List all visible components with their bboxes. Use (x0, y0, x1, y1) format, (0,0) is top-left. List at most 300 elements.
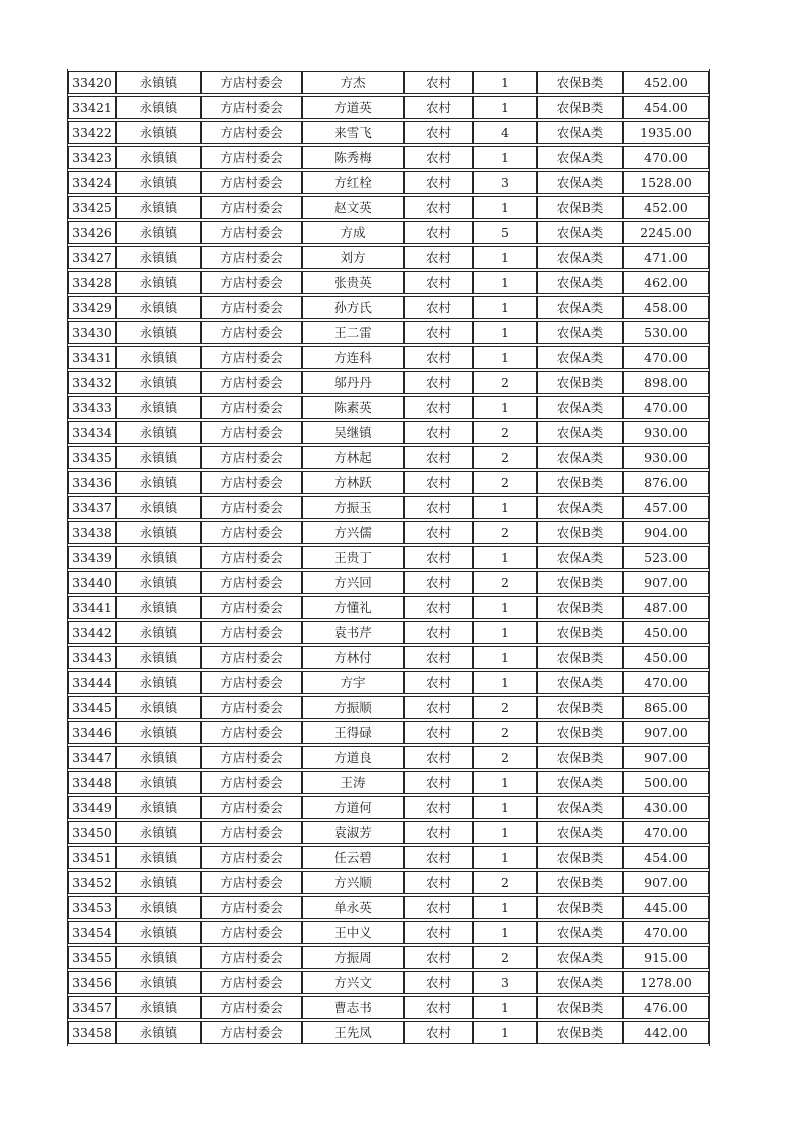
table-cell-residence: 农村 (404, 221, 473, 244)
table-cell-amount: 876.00 (623, 471, 709, 494)
table-cell-id: 33457 (68, 996, 116, 1019)
table-row (68, 321, 709, 344)
table-cell-name: 方振玉 (302, 496, 404, 519)
table-cell-town: 永镇镇 (116, 171, 201, 194)
table-cell-name: 王得碌 (302, 721, 404, 744)
table-cell-village: 方店村委会 (201, 621, 302, 644)
table-cell-village: 方店村委会 (201, 996, 302, 1019)
table-cell-id: 33426 (68, 221, 116, 244)
table-cell-amount: 470.00 (623, 921, 709, 944)
table-cell-residence: 农村 (404, 396, 473, 419)
table-cell-town: 永镇镇 (116, 96, 201, 119)
table-cell-category: 农保A类 (537, 971, 623, 994)
table-cell-id: 33447 (68, 746, 116, 769)
table-cell-id: 33431 (68, 346, 116, 369)
table-cell-category: 农保A类 (537, 121, 623, 144)
table-cell-id: 33454 (68, 921, 116, 944)
table-cell-town: 永镇镇 (116, 121, 201, 144)
table-cell-id: 33451 (68, 846, 116, 869)
table-cell-amount: 476.00 (623, 996, 709, 1019)
table-cell-category: 农保A类 (537, 296, 623, 319)
table-cell-count: 1 (473, 321, 537, 344)
table-cell-name: 方成 (302, 221, 404, 244)
table-cell-town: 永镇镇 (116, 696, 201, 719)
table-cell-amount: 907.00 (623, 571, 709, 594)
table-row (68, 946, 709, 969)
table-cell-count: 1 (473, 346, 537, 369)
table-cell-village: 方店村委会 (201, 546, 302, 569)
table-cell-id: 33450 (68, 821, 116, 844)
table-cell-town: 永镇镇 (116, 646, 201, 669)
table-row (68, 746, 709, 769)
table-cell-residence: 农村 (404, 621, 473, 644)
table-cell-id: 33428 (68, 271, 116, 294)
table-cell-name: 刘方 (302, 246, 404, 269)
table-cell-town: 永镇镇 (116, 421, 201, 444)
table-cell-count: 1 (473, 396, 537, 419)
table-cell-category: 农保B类 (537, 371, 623, 394)
table-cell-amount: 462.00 (623, 271, 709, 294)
table-cell-count: 2 (473, 521, 537, 544)
table-cell-id: 33455 (68, 946, 116, 969)
table-cell-town: 永镇镇 (116, 396, 201, 419)
table-cell-id: 33441 (68, 596, 116, 619)
table-cell-category: 农保A类 (537, 496, 623, 519)
table-cell-count: 1 (473, 671, 537, 694)
table-cell-amount: 470.00 (623, 396, 709, 419)
table-row (68, 171, 709, 194)
table-cell-residence: 农村 (404, 246, 473, 269)
table-row (68, 146, 709, 169)
table-cell-residence: 农村 (404, 721, 473, 744)
table-row (68, 246, 709, 269)
table-cell-id: 33434 (68, 421, 116, 444)
table-cell-town: 永镇镇 (116, 671, 201, 694)
table-cell-amount: 930.00 (623, 446, 709, 469)
table-cell-id: 33425 (68, 196, 116, 219)
table-cell-name: 王先凤 (302, 1021, 404, 1044)
table-cell-village: 方店村委会 (201, 796, 302, 819)
table-cell-village: 方店村委会 (201, 446, 302, 469)
table-cell-category: 农保A类 (537, 421, 623, 444)
table-row (68, 221, 709, 244)
table-cell-village: 方店村委会 (201, 346, 302, 369)
table-cell-amount: 930.00 (623, 421, 709, 444)
table-cell-count: 1 (473, 771, 537, 794)
table-cell-id: 33422 (68, 121, 116, 144)
table-cell-town: 永镇镇 (116, 996, 201, 1019)
table-row (68, 396, 709, 419)
table-cell-category: 农保B类 (537, 71, 623, 94)
table-cell-id: 33420 (68, 71, 116, 94)
table-cell-name: 吴继镇 (302, 421, 404, 444)
table-cell-amount: 450.00 (623, 621, 709, 644)
table-cell-id: 33444 (68, 671, 116, 694)
table-cell-town: 永镇镇 (116, 746, 201, 769)
table-cell-town: 永镇镇 (116, 471, 201, 494)
table-cell-residence: 农村 (404, 171, 473, 194)
table-cell-residence: 农村 (404, 696, 473, 719)
table-cell-category: 农保B类 (537, 721, 623, 744)
table-cell-town: 永镇镇 (116, 896, 201, 919)
table-cell-name: 方兴儒 (302, 521, 404, 544)
table-cell-count: 1 (473, 271, 537, 294)
table-cell-village: 方店村委会 (201, 571, 302, 594)
table-cell-count: 1 (473, 196, 537, 219)
table-cell-count: 1 (473, 646, 537, 669)
table-cell-id: 33453 (68, 896, 116, 919)
table-cell-village: 方店村委会 (201, 871, 302, 894)
table-cell-count: 3 (473, 971, 537, 994)
table-cell-town: 永镇镇 (116, 871, 201, 894)
table-cell-residence: 农村 (404, 871, 473, 894)
table-cell-name: 陈素英 (302, 396, 404, 419)
table-cell-town: 永镇镇 (116, 221, 201, 244)
table-cell-amount: 898.00 (623, 371, 709, 394)
table-cell-amount: 450.00 (623, 646, 709, 669)
table-cell-residence: 农村 (404, 796, 473, 819)
table-cell-id: 33427 (68, 246, 116, 269)
table-row (68, 771, 709, 794)
table-row (68, 671, 709, 694)
table-cell-amount: 470.00 (623, 146, 709, 169)
table-cell-amount: 470.00 (623, 671, 709, 694)
table-cell-town: 永镇镇 (116, 246, 201, 269)
table-cell-town: 永镇镇 (116, 571, 201, 594)
table-cell-town: 永镇镇 (116, 446, 201, 469)
table-row (68, 871, 709, 894)
table-cell-category: 农保B类 (537, 1021, 623, 1044)
table-cell-category: 农保B类 (537, 846, 623, 869)
table-row (68, 846, 709, 869)
table-cell-category: 农保A类 (537, 921, 623, 944)
table-cell-name: 王贵丁 (302, 546, 404, 569)
table-cell-id: 33437 (68, 496, 116, 519)
table-cell-village: 方店村委会 (201, 71, 302, 94)
table-cell-residence: 农村 (404, 671, 473, 694)
table-cell-category: 农保A类 (537, 271, 623, 294)
table-cell-id: 33432 (68, 371, 116, 394)
table-cell-residence: 农村 (404, 746, 473, 769)
table-cell-name: 任云碧 (302, 846, 404, 869)
table-cell-amount: 1935.00 (623, 121, 709, 144)
table-cell-amount: 458.00 (623, 296, 709, 319)
table-cell-count: 1 (473, 146, 537, 169)
table-row (68, 921, 709, 944)
table-cell-category: 农保B类 (537, 871, 623, 894)
table-cell-residence: 农村 (404, 771, 473, 794)
table-cell-category: 农保A类 (537, 821, 623, 844)
table-cell-count: 1 (473, 496, 537, 519)
table-cell-town: 永镇镇 (116, 546, 201, 569)
table-cell-id: 33448 (68, 771, 116, 794)
table-row (68, 996, 709, 1019)
table-cell-count: 2 (473, 871, 537, 894)
table-cell-village: 方店村委会 (201, 921, 302, 944)
table-cell-name: 方杰 (302, 71, 404, 94)
table-cell-name: 方振顺 (302, 696, 404, 719)
table-cell-name: 王涛 (302, 771, 404, 794)
table-cell-id: 33446 (68, 721, 116, 744)
table-cell-name: 方兴文 (302, 971, 404, 994)
table-cell-name: 方林跃 (302, 471, 404, 494)
table-cell-amount: 865.00 (623, 696, 709, 719)
table-cell-name: 陈秀梅 (302, 146, 404, 169)
table-row (68, 71, 709, 94)
table-cell-name: 张贵英 (302, 271, 404, 294)
table-cell-count: 5 (473, 221, 537, 244)
table-cell-residence: 农村 (404, 421, 473, 444)
table-cell-town: 永镇镇 (116, 346, 201, 369)
table-cell-residence: 农村 (404, 546, 473, 569)
table-cell-count: 4 (473, 121, 537, 144)
table-cell-residence: 农村 (404, 471, 473, 494)
table-row (68, 421, 709, 444)
table-cell-count: 2 (473, 421, 537, 444)
table-cell-village: 方店村委会 (201, 646, 302, 669)
table-cell-category: 农保B类 (537, 471, 623, 494)
table-cell-category: 农保A类 (537, 171, 623, 194)
table-cell-residence: 农村 (404, 296, 473, 319)
table-cell-amount: 452.00 (623, 196, 709, 219)
table-cell-count: 1 (473, 996, 537, 1019)
pension-table (67, 69, 710, 1046)
table-cell-village: 方店村委会 (201, 171, 302, 194)
table-cell-residence: 农村 (404, 96, 473, 119)
table-cell-amount: 470.00 (623, 346, 709, 369)
table-cell-amount: 454.00 (623, 846, 709, 869)
table-cell-count: 1 (473, 546, 537, 569)
table-row (68, 521, 709, 544)
table-cell-name: 方懂礼 (302, 596, 404, 619)
table-cell-village: 方店村委会 (201, 946, 302, 969)
table-cell-category: 农保B类 (537, 196, 623, 219)
table-cell-town: 永镇镇 (116, 971, 201, 994)
table-cell-amount: 430.00 (623, 796, 709, 819)
table-cell-category: 农保B类 (537, 696, 623, 719)
table-cell-count: 1 (473, 246, 537, 269)
table-cell-village: 方店村委会 (201, 1021, 302, 1044)
table-cell-name: 孙方氏 (302, 296, 404, 319)
table-cell-residence: 农村 (404, 896, 473, 919)
table-cell-village: 方店村委会 (201, 671, 302, 694)
table-cell-village: 方店村委会 (201, 96, 302, 119)
table-cell-village: 方店村委会 (201, 396, 302, 419)
table-cell-name: 单永英 (302, 896, 404, 919)
table-cell-id: 33438 (68, 521, 116, 544)
table-cell-village: 方店村委会 (201, 771, 302, 794)
table-row (68, 821, 709, 844)
table-cell-name: 王中义 (302, 921, 404, 944)
table-row (68, 296, 709, 319)
table-cell-category: 农保A类 (537, 946, 623, 969)
table-cell-count: 1 (473, 896, 537, 919)
table-cell-id: 33440 (68, 571, 116, 594)
table-cell-town: 永镇镇 (116, 1021, 201, 1044)
table-cell-village: 方店村委会 (201, 821, 302, 844)
table-row (68, 696, 709, 719)
table-cell-name: 袁淑芳 (302, 821, 404, 844)
table-cell-residence: 农村 (404, 596, 473, 619)
table-row (68, 796, 709, 819)
table-cell-residence: 农村 (404, 446, 473, 469)
table-cell-category: 农保B类 (537, 571, 623, 594)
table-cell-town: 永镇镇 (116, 846, 201, 869)
table-cell-residence: 农村 (404, 196, 473, 219)
table-cell-name: 来雪飞 (302, 121, 404, 144)
table-row (68, 446, 709, 469)
table-cell-town: 永镇镇 (116, 271, 201, 294)
table-cell-count: 1 (473, 821, 537, 844)
table-cell-category: 农保B类 (537, 996, 623, 1019)
table-cell-count: 2 (473, 446, 537, 469)
table-cell-village: 方店村委会 (201, 746, 302, 769)
table-row (68, 96, 709, 119)
table-cell-name: 曹志书 (302, 996, 404, 1019)
table-row (68, 971, 709, 994)
table-cell-amount: 2245.00 (623, 221, 709, 244)
table-cell-count: 2 (473, 696, 537, 719)
table-body (68, 71, 709, 1044)
table-cell-residence: 农村 (404, 946, 473, 969)
table-cell-category: 农保A类 (537, 796, 623, 819)
table-cell-category: 农保B类 (537, 621, 623, 644)
table-cell-residence: 农村 (404, 321, 473, 344)
table-cell-residence: 农村 (404, 121, 473, 144)
table-cell-village: 方店村委会 (201, 596, 302, 619)
table-cell-village: 方店村委会 (201, 271, 302, 294)
table-cell-village: 方店村委会 (201, 196, 302, 219)
table-cell-id: 33442 (68, 621, 116, 644)
table-cell-count: 3 (473, 171, 537, 194)
table-row (68, 1021, 709, 1044)
table-cell-id: 33452 (68, 871, 116, 894)
table-cell-category: 农保A类 (537, 671, 623, 694)
table-cell-name: 邬丹丹 (302, 371, 404, 394)
table-cell-amount: 907.00 (623, 746, 709, 769)
table-cell-count: 1 (473, 96, 537, 119)
table-cell-town: 永镇镇 (116, 296, 201, 319)
table-cell-category: 农保A类 (537, 221, 623, 244)
table-cell-village: 方店村委会 (201, 421, 302, 444)
table-cell-id: 33429 (68, 296, 116, 319)
table-cell-residence: 农村 (404, 921, 473, 944)
table-cell-category: 农保A类 (537, 446, 623, 469)
table-cell-town: 永镇镇 (116, 521, 201, 544)
table-cell-amount: 904.00 (623, 521, 709, 544)
table-cell-town: 永镇镇 (116, 771, 201, 794)
table-cell-village: 方店村委会 (201, 496, 302, 519)
table-cell-residence: 农村 (404, 496, 473, 519)
table-cell-category: 农保B类 (537, 746, 623, 769)
table-cell-amount: 500.00 (623, 771, 709, 794)
table-cell-amount: 1528.00 (623, 171, 709, 194)
table-cell-village: 方店村委会 (201, 221, 302, 244)
table-cell-category: 农保A类 (537, 546, 623, 569)
table-cell-town: 永镇镇 (116, 621, 201, 644)
table-cell-id: 33430 (68, 321, 116, 344)
table-cell-town: 永镇镇 (116, 371, 201, 394)
table-cell-amount: 445.00 (623, 896, 709, 919)
table-cell-town: 永镇镇 (116, 821, 201, 844)
table-cell-name: 袁书芹 (302, 621, 404, 644)
table-cell-residence: 农村 (404, 846, 473, 869)
table-cell-id: 33433 (68, 396, 116, 419)
table-cell-name: 方道英 (302, 96, 404, 119)
table-cell-count: 1 (473, 1021, 537, 1044)
table-cell-category: 农保B类 (537, 521, 623, 544)
table-cell-count: 2 (473, 946, 537, 969)
table-cell-name: 赵文英 (302, 196, 404, 219)
table-cell-village: 方店村委会 (201, 246, 302, 269)
table-cell-count: 1 (473, 296, 537, 319)
table-cell-category: 农保A类 (537, 346, 623, 369)
table-cell-town: 永镇镇 (116, 921, 201, 944)
table-cell-id: 33435 (68, 446, 116, 469)
table-cell-residence: 农村 (404, 1021, 473, 1044)
table-cell-amount: 907.00 (623, 721, 709, 744)
table-cell-name: 方道何 (302, 796, 404, 819)
table-cell-id: 33436 (68, 471, 116, 494)
table-cell-residence: 农村 (404, 971, 473, 994)
table-row (68, 546, 709, 569)
table-cell-village: 方店村委会 (201, 371, 302, 394)
table-cell-count: 2 (473, 371, 537, 394)
table-cell-village: 方店村委会 (201, 846, 302, 869)
table-row (68, 371, 709, 394)
table-cell-name: 方兴回 (302, 571, 404, 594)
table-row (68, 896, 709, 919)
table-cell-id: 33421 (68, 96, 116, 119)
table-cell-village: 方店村委会 (201, 471, 302, 494)
table-cell-category: 农保A类 (537, 246, 623, 269)
table-cell-village: 方店村委会 (201, 896, 302, 919)
table-cell-amount: 523.00 (623, 546, 709, 569)
table-cell-village: 方店村委会 (201, 971, 302, 994)
table-cell-amount: 457.00 (623, 496, 709, 519)
table-cell-name: 王二雷 (302, 321, 404, 344)
table-cell-count: 1 (473, 621, 537, 644)
table-cell-id: 33445 (68, 696, 116, 719)
table-cell-category: 农保A类 (537, 771, 623, 794)
table-cell-village: 方店村委会 (201, 321, 302, 344)
table-cell-category: 农保B类 (537, 96, 623, 119)
table-cell-amount: 530.00 (623, 321, 709, 344)
table-cell-count: 2 (473, 471, 537, 494)
table-cell-count: 1 (473, 846, 537, 869)
table-cell-residence: 农村 (404, 996, 473, 1019)
table-cell-village: 方店村委会 (201, 296, 302, 319)
table-cell-residence: 农村 (404, 146, 473, 169)
table-cell-amount: 454.00 (623, 96, 709, 119)
table-row (68, 471, 709, 494)
table-cell-residence: 农村 (404, 646, 473, 669)
table-row (68, 646, 709, 669)
table-cell-category: 农保B类 (537, 646, 623, 669)
table-cell-count: 1 (473, 596, 537, 619)
table-cell-count: 1 (473, 796, 537, 819)
table-cell-town: 永镇镇 (116, 196, 201, 219)
table-cell-category: 农保A类 (537, 146, 623, 169)
table-row (68, 571, 709, 594)
table-row (68, 121, 709, 144)
table-cell-town: 永镇镇 (116, 946, 201, 969)
table-cell-count: 1 (473, 71, 537, 94)
table-cell-village: 方店村委会 (201, 721, 302, 744)
table-row (68, 196, 709, 219)
table-cell-category: 农保A类 (537, 321, 623, 344)
table-row (68, 596, 709, 619)
